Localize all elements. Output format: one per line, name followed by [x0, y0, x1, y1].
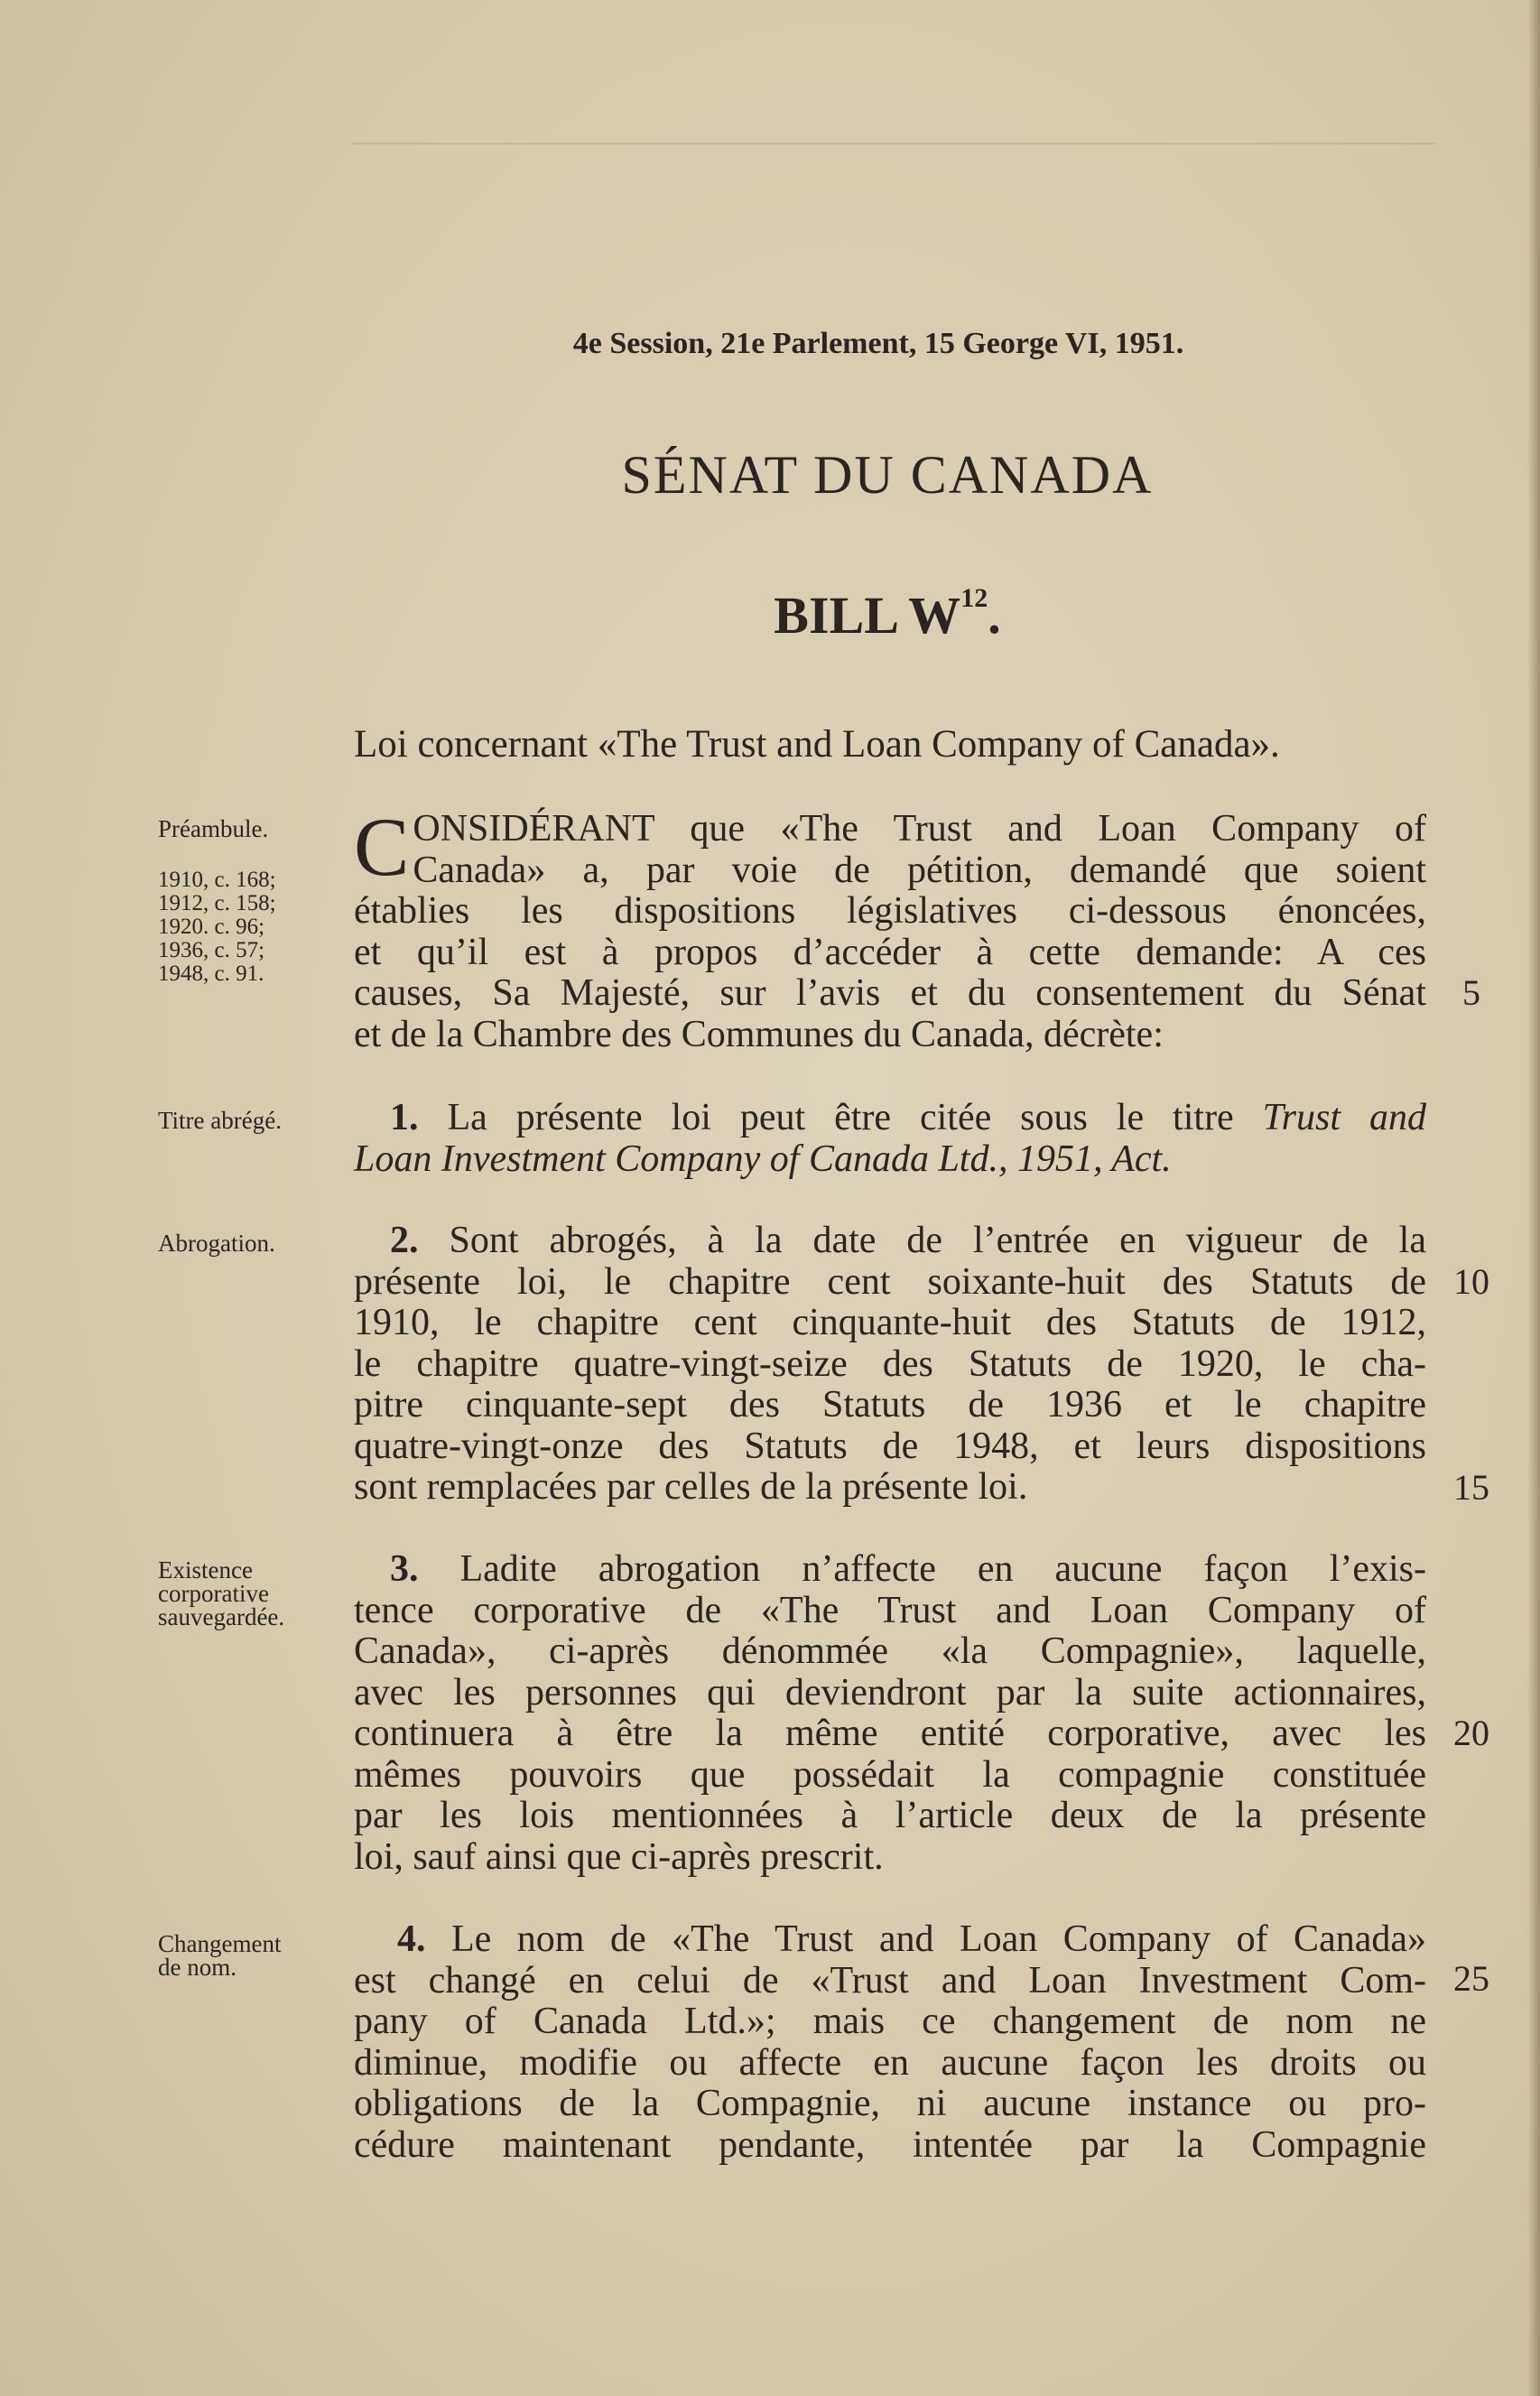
preamble-ref: 1910, c. 168;	[158, 868, 276, 892]
text-line: le chapitre quatre-vingt-seize des Statuts de 1920, le cha-	[354, 1342, 1426, 1385]
section-3	[354, 1549, 1426, 1878]
text-line: 1910, le chapitre cent cinquante-huit des Statuts de 1912,	[354, 1302, 1426, 1343]
text-line: pitre cinquante-sept des Statuts de 1936 et le chapitre	[354, 1384, 1426, 1426]
text-line: causes, Sa Majesté, sur l’avis et du consentement du Sénat	[354, 972, 1426, 1014]
text-line: avec les personnes qui deviendront par la suite actionnaires,	[354, 1671, 1426, 1713]
line-number: 5	[1462, 972, 1480, 1013]
line-number: 15	[1453, 1467, 1489, 1508]
section-number: 2.	[390, 1220, 419, 1261]
text-line: ONSIDÉRANT que «The Trust and Loan Company of	[413, 808, 1426, 850]
margin-note-line: de nom.	[158, 1954, 237, 1981]
text-line: est changé en celui de «Trust and Loan Investment Com-	[354, 1959, 1426, 2001]
faint-rule	[352, 143, 1435, 144]
bill-suffix: .	[988, 586, 1001, 645]
text-line: tence corporative de «The Trust and Loan Company of	[354, 1589, 1426, 1631]
section-text: Le nom de «The Trust and Loan Company of Canada»	[425, 1918, 1426, 1960]
margin-note-line: Existence	[158, 1556, 253, 1583]
section-number: 1.	[390, 1097, 419, 1138]
line-number: 20	[1453, 1713, 1489, 1753]
chamber-heading: SÉNAT DU CANADA	[621, 445, 1154, 505]
section-number: 4.	[397, 1918, 426, 1960]
text-line: Canada», ci-après dénommée «la Compagnie», laquelle,	[354, 1630, 1426, 1672]
section-number: 3.	[390, 1548, 419, 1590]
text-line: mêmes pouvoirs que possédait la compagnie constituée	[354, 1753, 1426, 1796]
margin-note-repeal: Abrogation.	[158, 1230, 275, 1257]
text-line: loi, sauf ainsi que ci-après prescrit.	[354, 1835, 884, 1878]
margin-note-line: sauvegardée.	[158, 1603, 285, 1630]
text-line: obligations de la Compagnie, ni aucune instance ou pro-	[354, 2083, 1426, 2124]
session-line: 4e Session, 21e Parlement, 15 George VI, 1951.	[572, 327, 1184, 360]
bill-label: BILL W	[774, 586, 961, 645]
preamble-ref: 1936, c. 57;	[158, 938, 265, 962]
text-line	[354, 1098, 1426, 1139]
bill-number-superscript: 12	[960, 583, 988, 613]
preamble-ref: 1920. c. 96;	[158, 915, 265, 939]
preamble-paragraph	[354, 801, 1426, 1055]
section-text: Ladite abrogation n’affecte en aucune façon l’exis-	[418, 1548, 1426, 1590]
bill-heading	[0, 585, 1540, 645]
text-line: établies les dispositions législatives ci-dessous énoncées,	[354, 890, 1426, 932]
text-line: Loan Investment Company of Canada Ltd., 1951, Act.	[354, 1138, 1172, 1180]
drop-cap: C	[354, 801, 410, 893]
text-line: et de la Chambre des Communes du Canada, décrète:	[354, 1013, 1164, 1055]
margin-note-preamble: Préambule.	[158, 815, 269, 842]
section-1	[354, 1098, 1426, 1180]
margin-note-line: corporative	[158, 1580, 269, 1607]
margin-note-name-change	[158, 1932, 339, 1979]
text-line: Canada» a, par voie de pétition, demandé que soient	[413, 849, 1426, 891]
margin-note-existence	[158, 1558, 339, 1629]
text-line: sont remplacées par celles de la présente loi.	[354, 1466, 1028, 1508]
margin-note-line: Changement	[158, 1930, 282, 1957]
line-number: 10	[1453, 1261, 1489, 1302]
text-line: cédure maintenant pendante, intentée par la Compagnie	[354, 2123, 1426, 2166]
text-line: diminue, modifie ou affecte en aucune façon les droits ou	[354, 2041, 1426, 2084]
text-line: et qu’il est à propos d’accéder à cette demande: A ces	[354, 931, 1426, 973]
margin-preamble-references	[158, 868, 339, 986]
text-line: présente loi, le chapitre cent soixante-huit des Statuts de	[354, 1260, 1426, 1303]
section-italic-text: Trust and	[1262, 1097, 1426, 1138]
text-line	[354, 1549, 1426, 1591]
text-line: par les lois mentionnées à l’article deux de la présente	[354, 1795, 1426, 1836]
text-line	[354, 1221, 1426, 1262]
margin-note-short-title: Titre abrégé.	[158, 1107, 282, 1134]
text-line: pany of Canada Ltd.»; mais ce changement de nom ne	[354, 2001, 1426, 2042]
section-text: Sont abrogés, à la date de l’entrée en vigueur de la	[418, 1220, 1426, 1261]
text-line: continuera à être la même entité corporative, avec les	[354, 1713, 1426, 1754]
line-number: 25	[1453, 1958, 1489, 1999]
section-4	[354, 1919, 1426, 2166]
text-line: quatre-vingt-onze des Statuts de 1948, et leurs dispositions	[354, 1425, 1426, 1467]
text-line	[354, 1919, 1426, 1961]
section-text: La présente loi peut être citée sous le titre	[418, 1097, 1263, 1138]
section-2	[354, 1221, 1426, 1509]
preamble-ref: 1912, c. 158;	[158, 891, 276, 915]
preamble-ref: 1948, c. 91.	[158, 961, 264, 986]
bill-title: Loi concernant «The Trust and Loan Company of Canada».	[354, 723, 1280, 766]
